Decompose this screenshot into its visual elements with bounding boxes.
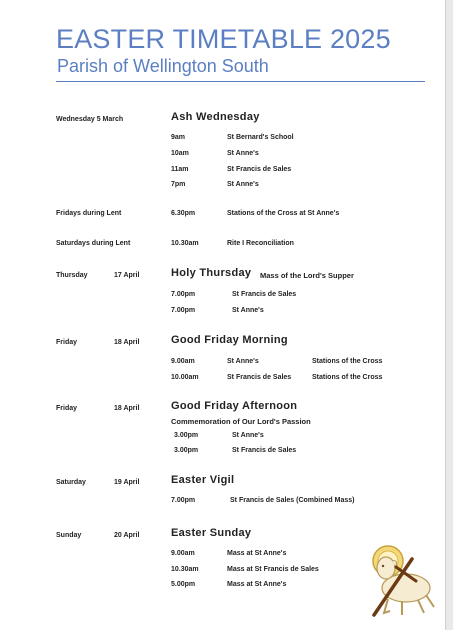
good-friday-morning-day: Friday <box>56 339 78 346</box>
schedule-note: Stations of the Cross <box>312 374 383 381</box>
ash-wednesday-day: Wednesday 5 March <box>56 116 124 123</box>
schedule-place: St Francis de Sales <box>232 291 297 298</box>
schedule-time: 11am <box>171 166 189 173</box>
schedule-time: 9.00am <box>171 358 195 365</box>
schedule-time: 10am <box>171 150 189 157</box>
fridays-lent-day: Fridays during Lent <box>56 210 122 217</box>
easter-sunday-day: Sunday <box>56 532 82 539</box>
saturdays-lent-day: Saturdays during Lent <box>56 240 131 247</box>
easter-sunday-title: Easter Sunday <box>171 527 252 539</box>
ash-wednesday-title: Ash Wednesday <box>171 111 260 123</box>
schedule-place: St Francis de Sales (Combined Mass) <box>230 497 355 504</box>
schedule-place: Stations of the Cross at St Anne's <box>227 210 340 217</box>
schedule-place: St Anne's <box>232 432 264 439</box>
easter-vigil-day: Saturday <box>56 479 86 486</box>
paschal-lamb-icon <box>362 541 440 621</box>
good-friday-morning-title: Good Friday Morning <box>171 334 288 346</box>
schedule-place: Mass at St Anne's <box>227 581 287 588</box>
schedule-place: Mass at St Anne's <box>227 550 287 557</box>
schedule-place: St Anne's <box>227 181 259 188</box>
schedule-place: St Anne's <box>232 307 264 314</box>
holy-thursday-note: Mass of the Lord's Supper <box>260 271 354 280</box>
schedule-time: 7.00pm <box>171 307 196 314</box>
schedule-time: 3.00pm <box>174 447 199 454</box>
schedule-note: Stations of the Cross <box>312 358 383 365</box>
page-title: EASTER TIMETABLE 2025 <box>56 24 391 54</box>
schedule-place: St Anne's <box>227 150 259 157</box>
schedule-place: St Francis de Sales <box>232 447 297 454</box>
schedule-time: 10.30am <box>171 566 199 573</box>
schedule-time: 5.00pm <box>171 581 196 588</box>
schedule-time: 7pm <box>171 181 186 188</box>
schedule-time: 9am <box>171 134 186 141</box>
schedule-place: St Francis de Sales <box>227 374 292 381</box>
easter-sunday-date: 20 April <box>114 532 140 539</box>
schedule-time: 6.30pm <box>171 210 196 217</box>
easter-vigil-date: 19 April <box>114 479 140 486</box>
good-friday-afternoon-date: 18 April <box>114 405 140 412</box>
schedule-time: 10.00am <box>171 374 199 381</box>
title-divider <box>56 81 425 82</box>
schedule-time: 7.00pm <box>171 291 196 298</box>
holy-thursday-day: Thursday <box>56 272 88 279</box>
schedule-place: St Bernard's School <box>227 134 294 141</box>
good-friday-morning-date: 18 April <box>114 339 140 346</box>
schedule-time: 7.00pm <box>171 497 196 504</box>
schedule-place: St Francis de Sales <box>227 166 292 173</box>
good-friday-afternoon-subtitle: Commemoration of Our Lord's Passion <box>171 417 311 426</box>
schedule-time: 3.00pm <box>174 432 199 439</box>
holy-thursday-date: 17 April <box>114 272 140 279</box>
easter-vigil-title: Easter Vigil <box>171 474 235 486</box>
good-friday-afternoon-title: Good Friday Afternoon <box>171 400 298 412</box>
good-friday-afternoon-day: Friday <box>56 405 78 412</box>
page-subtitle: Parish of Wellington South <box>57 56 269 76</box>
schedule-time: 10.30am <box>171 240 199 247</box>
schedule-time: 9.00am <box>171 550 195 557</box>
holy-thursday-title: Holy Thursday <box>171 267 252 279</box>
schedule-place: St Anne's <box>227 358 259 365</box>
schedule-place: Rite I Reconciliation <box>227 240 294 247</box>
schedule-place: Mass at St Francis de Sales <box>227 566 319 573</box>
